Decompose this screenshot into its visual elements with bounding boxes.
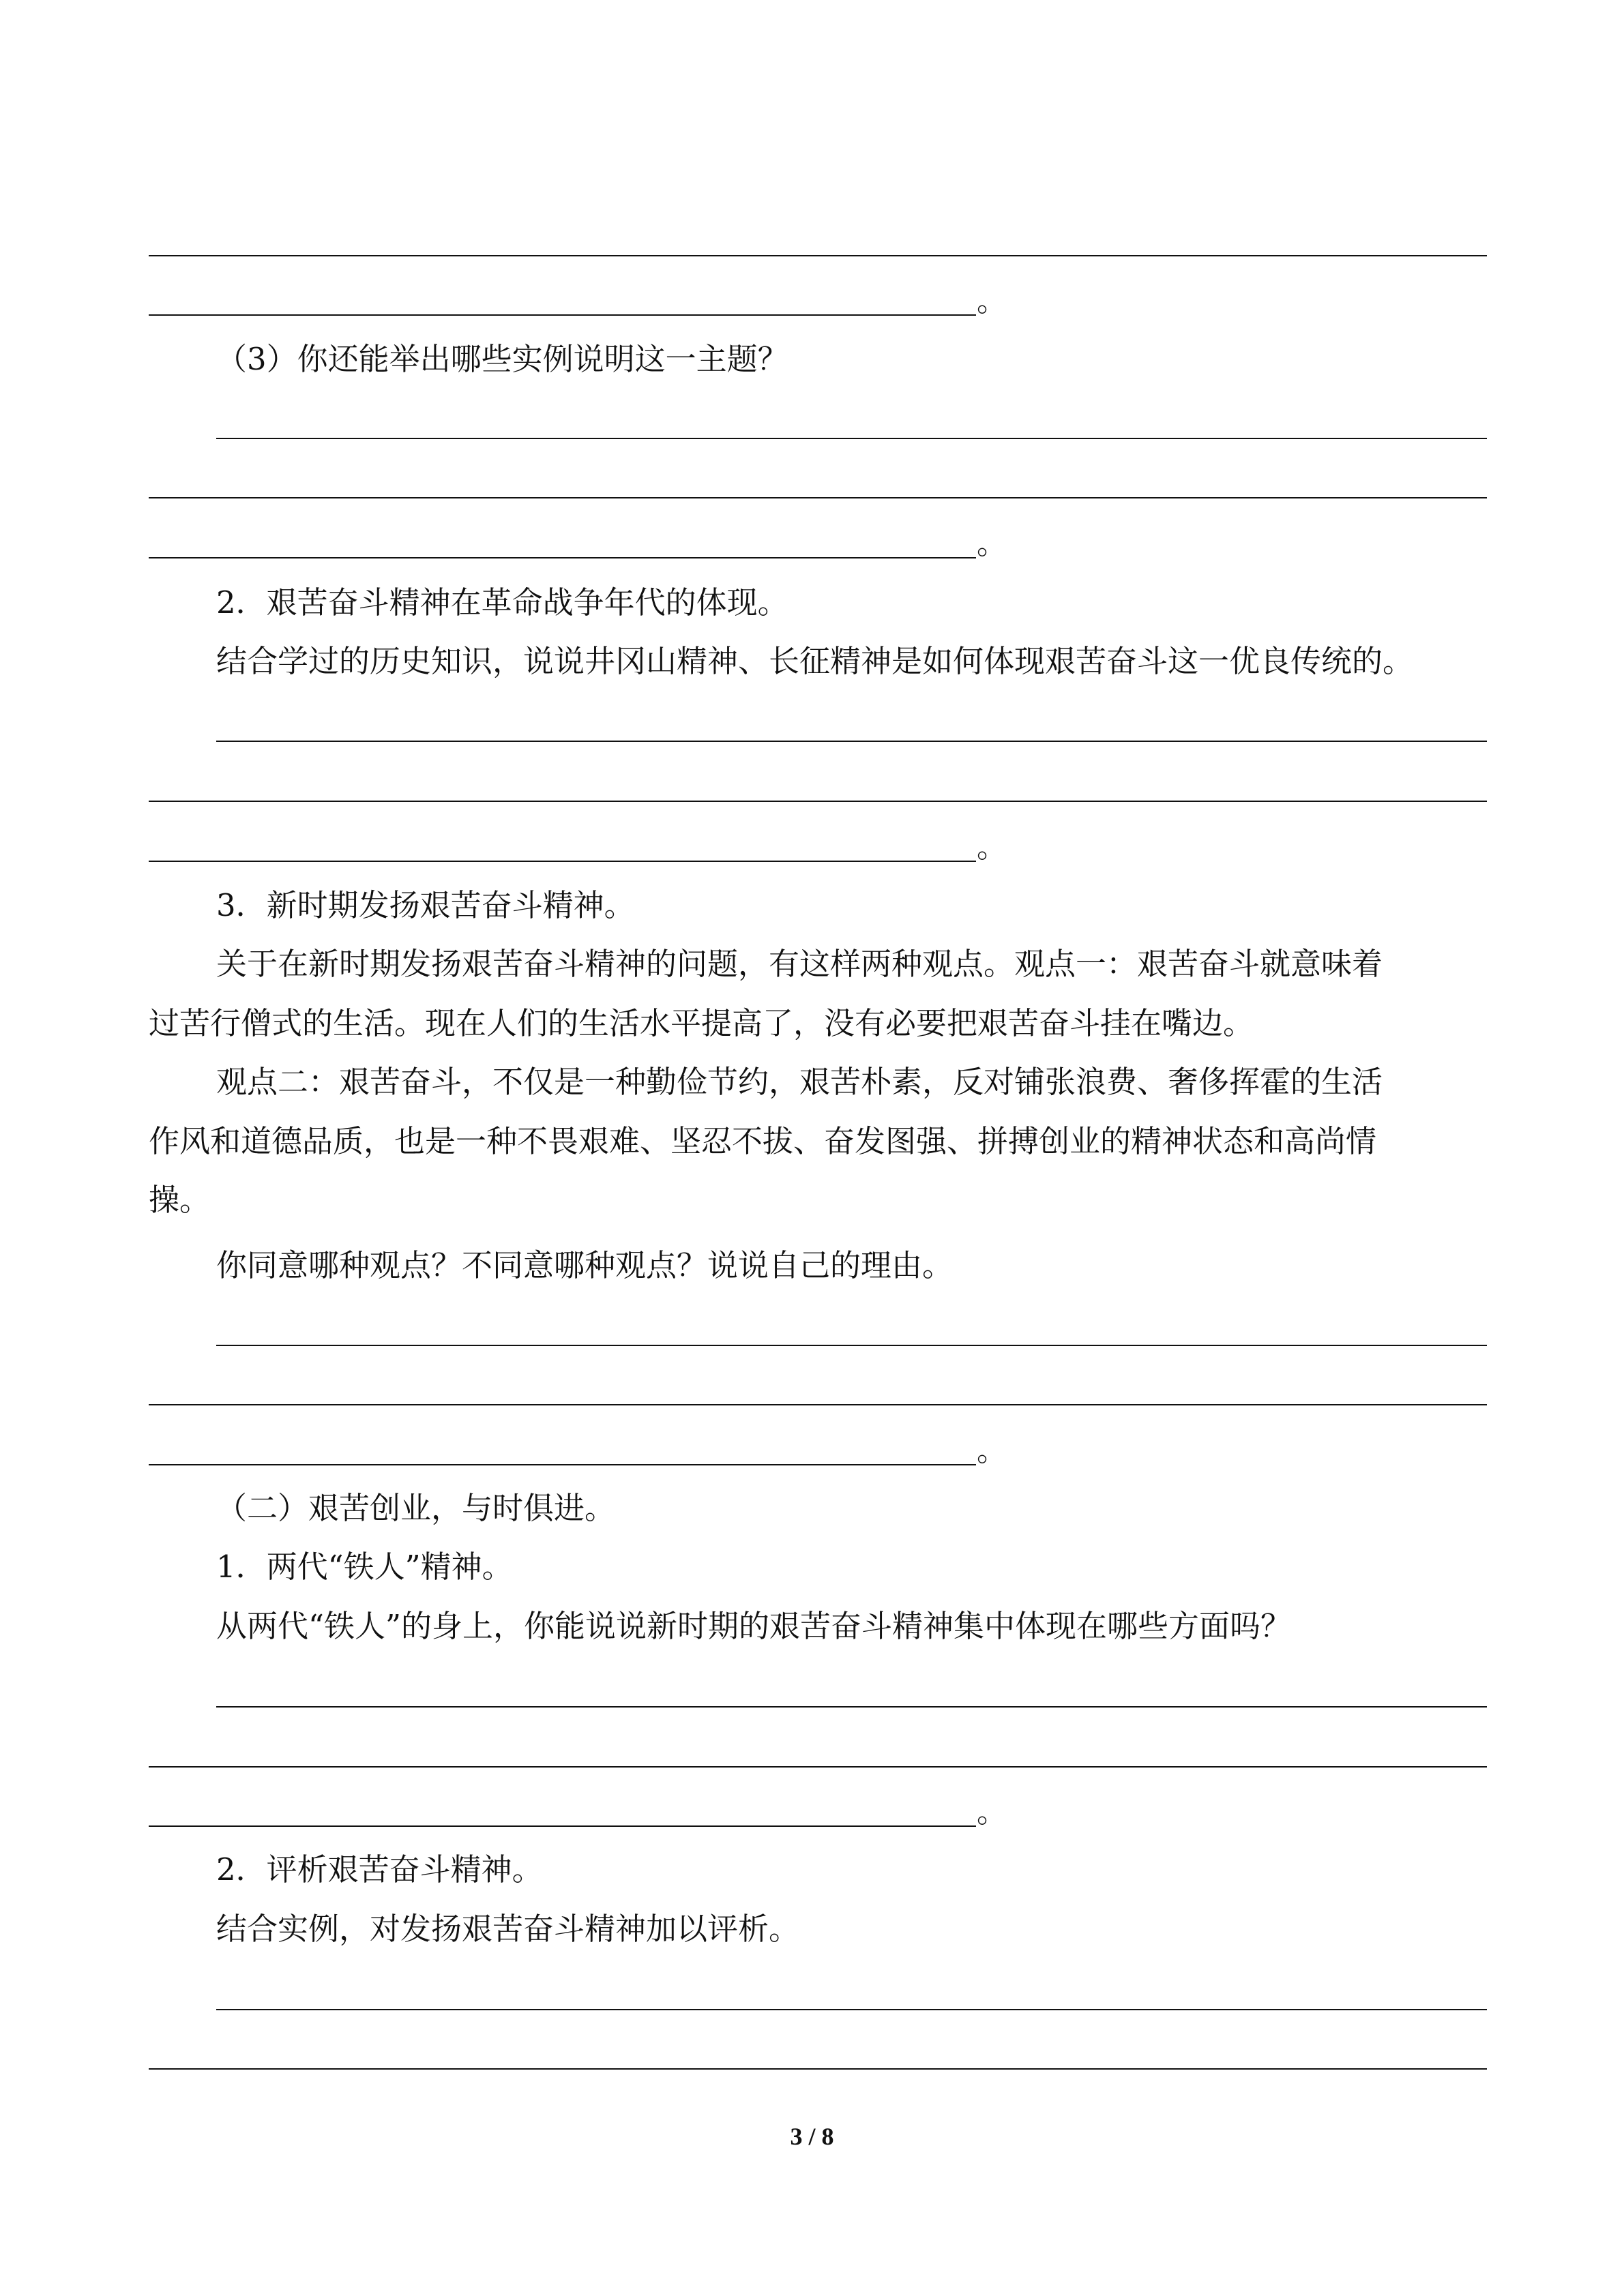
answer-line[interactable] (216, 1706, 1487, 1708)
question-prompt: 结合实例，对发扬艰苦奋斗精神加以评析。 (216, 1911, 800, 1947)
answer-line[interactable] (149, 1404, 1487, 1405)
answer-line[interactable] (149, 557, 976, 558)
full-stop: 。 (977, 1795, 1007, 1830)
full-stop: 。 (977, 284, 1007, 318)
answer-line[interactable] (149, 255, 1487, 256)
full-stop: 。 (977, 526, 1007, 561)
paragraph-line: 操。 (149, 1182, 211, 1218)
answer-line[interactable] (149, 2068, 1487, 2070)
question-prompt: 从两代“铁人”的身上，你能说说新时期的艰苦奋斗精神集中体现在哪些方面吗？ (216, 1608, 1292, 1644)
answer-line[interactable] (149, 801, 1487, 802)
answer-line[interactable] (216, 1345, 1487, 1346)
question-title: 2．评析艰苦奋斗精神。 (216, 1851, 543, 1888)
full-stop: 。 (977, 1433, 1007, 1468)
paragraph-line: 作风和道德品质，也是一种不畏艰难、坚忍不拔、奋发图强、拼搏创业的精神状态和高尚情 (149, 1123, 1377, 1159)
answer-line[interactable] (149, 1464, 976, 1465)
question-title: 3．新时期发扬艰苦奋斗精神。 (216, 887, 635, 923)
answer-line[interactable] (216, 2009, 1487, 2010)
full-stop: 。 (977, 830, 1007, 865)
answer-line[interactable] (149, 1766, 1487, 1768)
answer-line[interactable] (216, 438, 1487, 439)
answer-line[interactable] (149, 861, 976, 862)
answer-line[interactable] (216, 741, 1487, 742)
question-prompt: （3）你还能举出哪些实例说明这一主题？ (216, 341, 788, 377)
paragraph-line: 关于在新时期发扬艰苦奋斗精神的问题，有这样两种观点。观点一：艰苦奋斗就意味着 (216, 946, 1383, 982)
question-title: 1．两代“铁人”精神。 (216, 1549, 513, 1585)
question-prompt: 你同意哪种观点？不同意哪种观点？说说自己的理由。 (216, 1247, 954, 1283)
question-prompt: 结合学过的历史知识，说说井冈山精神、长征精神是如何体现艰苦奋斗这一优良传统的。 (216, 643, 1414, 679)
section-title: （二）艰苦创业，与时俱进。 (216, 1490, 616, 1526)
answer-line[interactable] (149, 497, 1487, 498)
question-title: 2．艰苦奋斗精神在革命战争年代的体现。 (216, 584, 788, 621)
paragraph-line: 观点二：艰苦奋斗，不仅是一种勤俭节约，艰苦朴素，反对铺张浪费、奢侈挥霍的生活 (216, 1064, 1383, 1100)
page-number: 3 / 8 (790, 2123, 834, 2150)
answer-line[interactable] (149, 314, 976, 316)
paragraph-line: 过苦行僧式的生活。现在人们的生活水平提高了，没有必要把艰苦奋斗挂在嘴边。 (149, 1005, 1254, 1041)
answer-line[interactable] (149, 1825, 976, 1827)
